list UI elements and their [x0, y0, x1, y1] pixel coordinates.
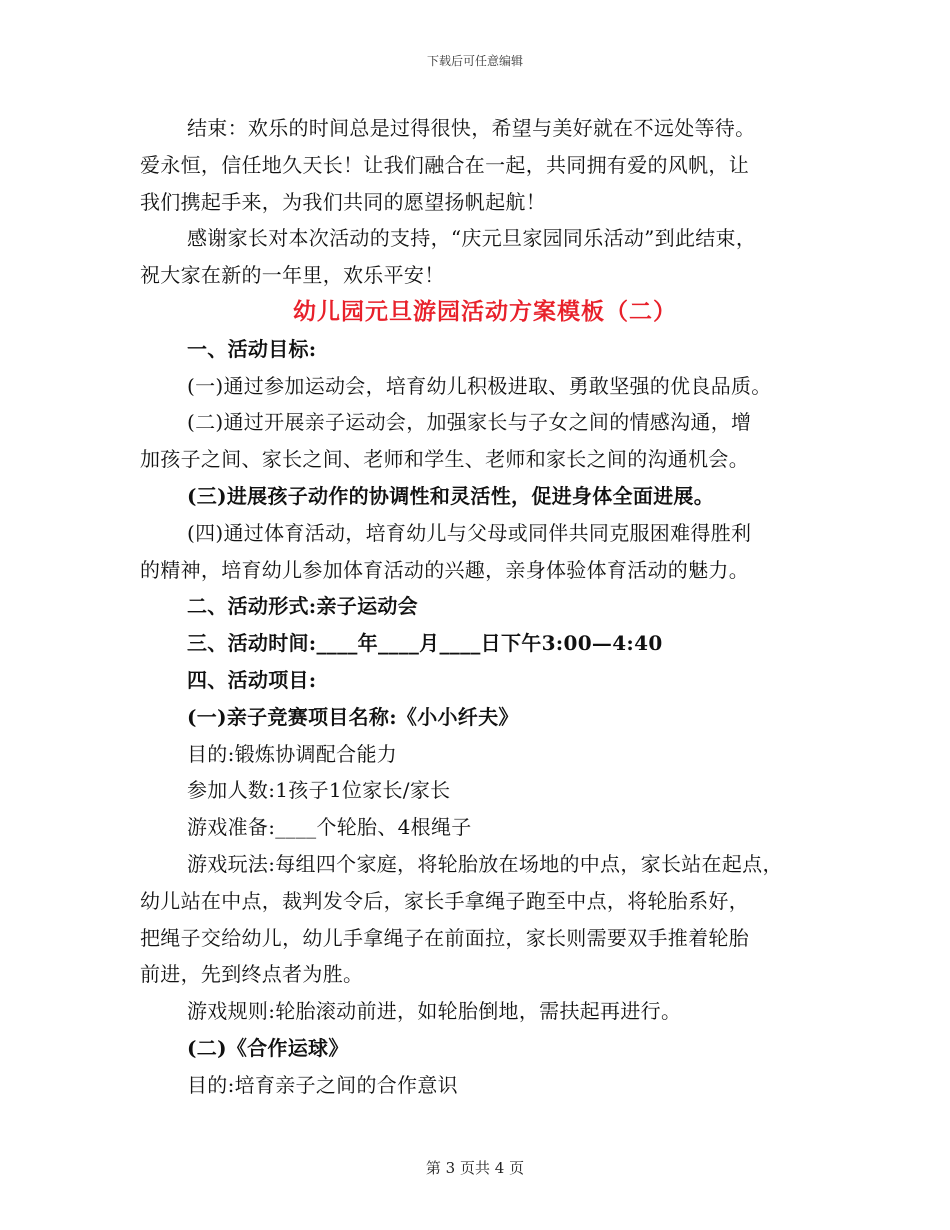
text-line: 前进，先到终点者为胜。: [140, 962, 364, 987]
text-line: 爱永恒，信任地久天长！让我们融合在一起，共同拥有爱的风帆，让: [140, 152, 749, 177]
text-line: 祝大家在新的一年里，欢乐平安！: [140, 263, 445, 288]
text-line: (二)《合作运球》: [187, 1035, 349, 1060]
section-title: 幼儿园元旦游园活动方案模板（二）: [293, 297, 677, 325]
page-header: 下载后可任意编辑: [426, 54, 523, 68]
text-line: (一)亲子竞赛项目名称:《小小纤夫》: [187, 704, 519, 729]
document-body: [140, 110, 830, 1104]
text-line: 一、活动目标:: [187, 336, 317, 361]
text-line: 幼儿站在中点，裁判发令后，家长手拿绳子跑至中点，将轮胎系好，: [140, 888, 749, 913]
text-line: (二)通过开展亲子运动会，加强家长与子女之间的情感沟通，增: [187, 410, 752, 435]
text-line: (一)通过参加运动会，培育幼儿积极进取、勇敢坚强的优良品质。: [187, 373, 772, 398]
text-line: 的精神，培育幼儿参加体育活动的兴趣，亲身体验体育活动的魅力。: [140, 557, 749, 582]
text-line: 结束：欢乐的时间总是过得很快，希望与美好就在不远处等待。: [187, 116, 756, 140]
text-line: 游戏准备:____个轮胎、4根绳子: [187, 815, 472, 840]
text-line: 感谢家长对本次活动的支持，“庆元旦家园同乐活动”到此结束，: [187, 226, 757, 251]
text-line: 把绳子交给幼儿，幼儿手拿绳子在前面拉，家长则需要双手推着轮胎: [140, 925, 749, 950]
text-line: 二、活动形式:亲子运动会: [187, 594, 418, 619]
text-line: (四)通过体育活动，培育幼儿与父母或同伴共同克服困难得胜利: [187, 520, 752, 545]
text-line: 三、活动时间:____年____月____日下午3:00—4:40: [187, 631, 663, 656]
text-line: 目的:锻炼协调配合能力: [187, 741, 398, 766]
text-line: (三)进展孩子动作的协调性和灵活性，促进身体全面进展。: [187, 483, 715, 508]
page-footer: 第 3 页共 4 页: [425, 1159, 525, 1177]
text-line: 游戏玩法:每组四个家庭，将轮胎放在场地的中点，家长站在起点，: [187, 851, 783, 876]
text-line: 我们携起手来，为我们共同的愿望扬帆起航！: [140, 189, 546, 214]
text-line: 加孩子之间、家长之间、老师和学生、老师和家长之间的沟通机会。: [140, 447, 749, 472]
text-line: 四、活动项目:: [187, 667, 317, 692]
text-line: 游戏规则:轮胎滚动前进，如轮胎倒地，需扶起再进行。: [187, 999, 682, 1024]
text-line: 目的:培育亲子之间的合作意识: [187, 1072, 458, 1097]
text-line: 参加人数:1孩子1位家长/家长: [187, 778, 451, 803]
